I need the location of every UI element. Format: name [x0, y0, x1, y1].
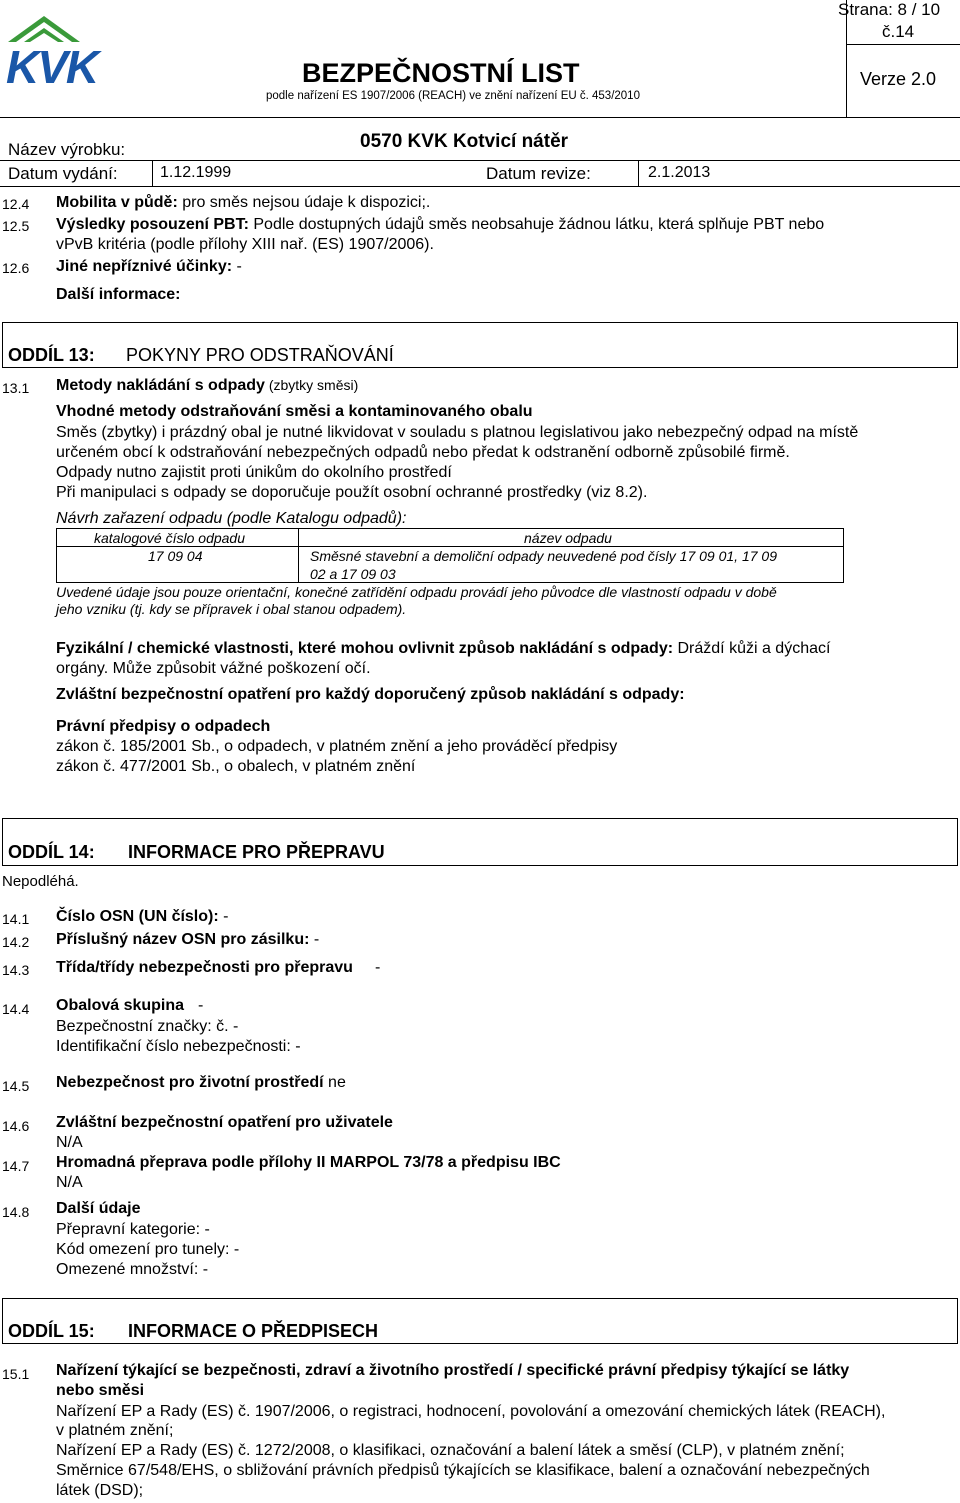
- paragraph: Směs (zbytky) i prázdný obal je nutné likvidovat v souladu s platnou legislativou jako nebezpečný odpad na místě: [56, 424, 859, 441]
- law-item: zákon č. 185/2001 Sb., o odpadech, v platném znění a jeho prováděcí předpisy: [56, 738, 618, 755]
- not-applicable: Nepodléhá.: [2, 873, 79, 890]
- item-number: 12.4: [2, 196, 30, 212]
- packing-group: Obalová skupina -: [56, 997, 204, 1014]
- issue-date: 1.12.1999: [160, 164, 232, 181]
- transport-category: Přepravní kategorie: -: [56, 1221, 210, 1238]
- kvk-logo: [4, 12, 104, 94]
- paragraph: Odpady nutno zajistit proti únikům do okolního prostředí: [56, 464, 452, 481]
- user-precautions-value: N/A: [56, 1134, 83, 1151]
- paragraph: určeném obcí k odstraňování nebezpečných odpadů nebo předat k odstranění odborně způsobilé firmě.: [56, 444, 790, 461]
- un-number: Číslo OSN (UN číslo): -: [56, 908, 229, 925]
- item-number: 14.5: [2, 1078, 30, 1094]
- item-number: 14.1: [2, 911, 30, 927]
- item-number: 14.6: [2, 1118, 30, 1134]
- revision-date-label: Datum revize:: [486, 164, 591, 183]
- document-number: č.14: [882, 22, 915, 41]
- tunnel-code: Kód omezení pro tunely: -: [56, 1241, 240, 1258]
- section-14-number: ODDÍL 14:: [8, 842, 95, 862]
- un-shipping-name: Příslušný název OSN pro zásilku: -: [56, 931, 320, 948]
- note: Uvedené údaje jsou pouze orientační, konečné zatřídění odpadu provádí jeho původce dle vlastností odpadu v době: [56, 584, 777, 600]
- section-14-title: INFORMACE PRO PŘEPRAVU: [128, 842, 385, 862]
- safety-labels: Bezpečnostní značky: č. -: [56, 1018, 239, 1035]
- regulation-item: v platném znění;: [56, 1422, 174, 1439]
- pbt-text: Výsledky posouzení PBT: Podle dostupných údajů směs neobsahuje žádnou látku, která splňuje PBT nebo: [56, 216, 825, 233]
- product-label: Název výrobku:: [8, 140, 126, 159]
- item-number: 14.7: [2, 1158, 30, 1174]
- law-item: zákon č. 477/2001 Sb., o obalech, v platném znění: [56, 758, 416, 775]
- table-header: název odpadu: [524, 530, 612, 546]
- pbt-text-line2: vPvB kritéria (podle přílohy XIII nař. (ES) 1907/2006).: [56, 236, 434, 253]
- item-number: 14.3: [2, 962, 30, 978]
- paragraph: Při manipulaci s odpady se doporučuje použít osobní ochranné prostředky (viz 8.2).: [56, 484, 648, 501]
- bulk-transport-value: N/A: [56, 1174, 83, 1191]
- physical-properties-line2: orgány. Může způsobit vážné poškození očí.: [56, 660, 371, 677]
- waste-methods-title: Metody nakládání s odpady (zbytky směsi): [56, 377, 359, 394]
- product-name: 0570 KVK Kotvicí nátěr: [360, 131, 569, 152]
- table-header: katalogové číslo odpadu: [94, 530, 245, 546]
- regulation-item: látek (DSD);: [56, 1482, 144, 1499]
- environmental-hazard: Nebezpečnost pro životní prostředí ne: [56, 1074, 346, 1091]
- regulations-heading: Nařízení týkající se bezpečnosti, zdraví a životního prostředí / specifické právní předpisy týkající se látky: [56, 1362, 850, 1379]
- document-title: BEZPEČNOSTNÍ LIST: [302, 58, 580, 88]
- logo-text: KVK: [6, 41, 98, 93]
- methods-heading: Vhodné metody odstraňování směsi a kontaminovaného obalu: [56, 403, 533, 420]
- other-effects-text: Jiné nepříznivé účinky: -: [56, 258, 242, 275]
- page-number: Strana: 8 / 10: [838, 0, 941, 19]
- issue-date-label: Datum vydání:: [8, 164, 118, 183]
- revision-date: 2.1.2013: [648, 164, 711, 181]
- item-number: 15.1: [2, 1366, 30, 1382]
- regulation-item: Nařízení EP a Rady (ES) č. 1272/2008, o klasifikaci, označování a balení látek a směsí (CLP), v platném znění;: [56, 1442, 845, 1459]
- table-cell: Směsné stavební a demoliční odpady neuvedené pod čísly 17 09 01, 17 09: [310, 548, 777, 564]
- version-label: Verze 2.0: [860, 69, 937, 89]
- catalog-heading: Návrh zařazení odpadu (podle Katalogu odpadů):: [56, 510, 407, 527]
- regulations-heading-line2: nebo směsi: [56, 1382, 145, 1399]
- section-15-number: ODDÍL 15:: [8, 1321, 95, 1341]
- regulation-item: Směrnice 67/548/EHS, o sbližování právních předpisů týkajících se klasifikace, balení a označování nebezpečných: [56, 1462, 870, 1479]
- user-precautions: Zvláštní bezpečnostní opatření pro uživatele: [56, 1114, 393, 1131]
- item-number: 12.6: [2, 260, 30, 276]
- item-number: 12.5: [2, 218, 30, 234]
- table-cell: 02 a 17 09 03: [310, 566, 396, 582]
- section-13-number: ODDÍL 13:: [8, 345, 95, 365]
- bulk-transport: Hromadná přeprava podle přílohy II MARPOL 73/78 a předpisu IBC: [56, 1154, 561, 1171]
- legal-heading: Právní předpisy o odpadech: [56, 718, 271, 735]
- document-subtitle: podle nařízení ES 1907/2006 (REACH) ve znění nařízení EU č. 453/2010: [266, 90, 640, 102]
- hazard-class: Třída/třídy nebezpečnosti pro přepravu -: [56, 959, 381, 976]
- note: jeho vzniku (tj. kdy se přípravek i obal stanou odpadem).: [56, 601, 407, 617]
- additional-info: Další údaje: [56, 1200, 141, 1217]
- limited-quantity: Omezené množství: -: [56, 1261, 209, 1278]
- section-15-title: INFORMACE O PŘEDPISECH: [128, 1321, 379, 1341]
- item-number: 14.2: [2, 934, 30, 950]
- section-13-title: POKYNY PRO ODSTRAŇOVÁNÍ: [126, 345, 394, 365]
- physical-properties: Fyzikální / chemické vlastnosti, které mohou ovlivnit způsob nakládání s odpady: Dráždí kůži a dýchací: [56, 640, 831, 657]
- regulation-item: Nařízení EP a Rady (ES) č. 1907/2006, o registraci, hodnocení, povolování a omezování chemických látek (REACH),: [56, 1403, 886, 1420]
- hazard-id-number: Identifikační číslo nebezpečnosti: -: [56, 1038, 301, 1055]
- mobility-text: Mobilita v půdě: pro směs nejsou údaje k dispozici;.: [56, 194, 431, 211]
- item-number: 14.8: [2, 1204, 30, 1220]
- item-number: 13.1: [2, 380, 30, 396]
- item-number: 14.4: [2, 1001, 30, 1017]
- table-cell: 17 09 04: [148, 548, 203, 564]
- more-info-label: Další informace:: [56, 286, 181, 303]
- special-measures: Zvláštní bezpečnostní opatření pro každý doporučený způsob nakládání s odpady:: [56, 686, 685, 703]
